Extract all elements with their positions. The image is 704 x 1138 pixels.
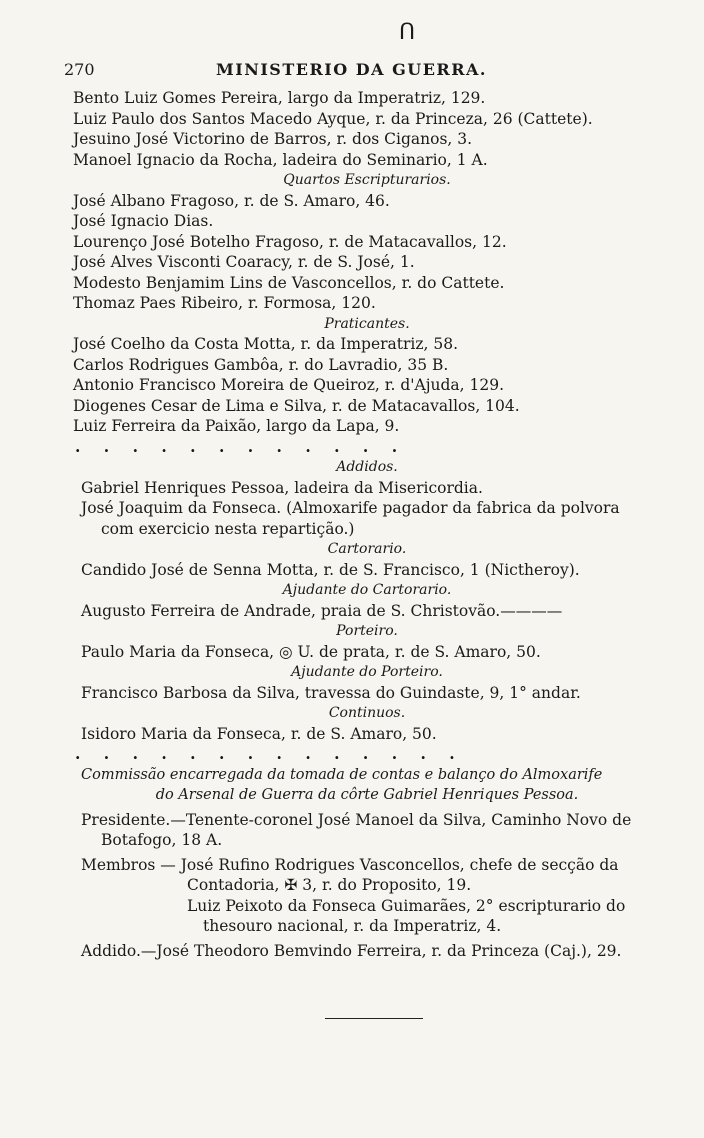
text-line: Membros — José Rufino Rodrigues Vasconcellos, chefe de secção da — [81, 855, 619, 874]
document-body — [73, 88, 661, 961]
page-title: MINISTERIO DA GUERRA. — [216, 60, 487, 79]
section-heading: Ajudante do Porteiro. — [291, 664, 443, 680]
text-line: Botafogo, 18 A. — [101, 831, 223, 849]
text-line: com exercicio nesta repartição.) — [101, 519, 355, 538]
text-line: Candido José de Senna Motta, r. de S. Francisco, 1 (Nictheroy). — [81, 560, 580, 579]
commission-title: Commissão encarregada da tomada de contas e balanço do Almoxarife — [81, 766, 603, 783]
dotted-separator: . . . . . . . . . . . . . . — [75, 744, 464, 763]
text-line: Gabriel Henriques Pessoa, ladeira da Misericordia. — [81, 478, 483, 497]
text-line: Isidoro Maria da Fonseca, r. de S. Amaro, 50. — [81, 724, 437, 743]
text-line: Bento Luiz Gomes Pereira, largo da Imperatriz, 129. — [73, 89, 486, 107]
text-line: José Alves Visconti Coaracy, r. de S. José, 1. — [73, 253, 415, 271]
page-header — [64, 60, 504, 84]
text-line: Luiz Peixoto da Fonseca Guimarães, 2° escripturario do — [187, 896, 626, 915]
dotted-separator: . . . . . . . . . . . . — [75, 436, 407, 456]
text-line: José Albano Fragoso, r. de S. Amaro, 46. — [73, 191, 390, 210]
text-line: Francisco Barbosa da Silva, travessa do Guindaste, 9, 1° andar. — [81, 683, 581, 702]
section-heading: Quartos Escripturarios. — [283, 172, 451, 188]
text-line: Luiz Paulo dos Santos Macedo Ayque, r. da Princeza, 26 (Cattete). — [73, 109, 593, 128]
section-heading: Cartorario. — [327, 541, 407, 557]
section-heading: Ajudante do Cartorario. — [282, 582, 452, 598]
text-line: Diogenes Cesar de Lima e Silva, r. de Matacavallos, 104. — [73, 396, 520, 415]
section-heading: Addidos. — [336, 459, 398, 475]
text-line: thesouro nacional, r. da Imperatriz, 4. — [203, 917, 502, 935]
text-line: Presidente.—Tenente-coronel José Manoel da Silva, Caminho Novo de — [81, 810, 632, 829]
section-heading: Praticantes. — [324, 315, 410, 332]
text-line: José Coelho da Costa Motta, r. da Imperatriz, 58. — [73, 335, 459, 353]
page-number: 270 — [64, 60, 95, 79]
text-line: Modesto Benjamim Lins de Vasconcellos, r. do Cattete. — [73, 273, 505, 292]
text-line: Antonio Francisco Moreira de Queiroz, r. d'Ajuda, 129. — [73, 376, 505, 394]
text-line: Manoel Ignacio da Rocha, ladeira do Seminario, 1 A. — [73, 150, 488, 169]
text-line: Paulo Maria da Fonseca, ◎ U. de prata, r. de S. Amaro, 50. — [81, 642, 541, 661]
text-line: Carlos Rodrigues Gambôa, r. do Lavradio, 35 B. — [73, 355, 449, 374]
section-heading: Continuos. — [328, 705, 406, 721]
text-line: José Ignacio Dias. — [73, 212, 214, 230]
text-line: Contadoria, ✠ 3, r. do Proposito, 19. — [187, 876, 472, 894]
text-line: Lourenço José Botelho Fragoso, r. de Matacavallos, 12. — [73, 232, 507, 251]
text-line: Jesuino José Victorino de Barros, r. dos Ciganos, 3. — [73, 130, 473, 148]
text-line: Luiz Ferreira da Paixão, largo da Lapa, 9. — [73, 417, 400, 435]
text-line: Thomaz Paes Ribeiro, r. Formosa, 120. — [73, 294, 376, 312]
text-line: José Joaquim da Fonseca. (Almoxarife pagador da fabrica da polvora — [81, 499, 620, 517]
end-rule — [325, 1018, 423, 1019]
text-line: Augusto Ferreira de Andrade, praia de S. Christovão.———— — [81, 601, 563, 620]
commission-title: do Arsenal de Guerra da côrte Gabriel Henriques Pessoa. — [155, 787, 579, 803]
text-line: Addido.—José Theodoro Bemvindo Ferreira, r. da Princeza (Caj.), 29. — [81, 941, 622, 960]
section-heading: Porteiro. — [336, 623, 398, 639]
top-mark: ꓵ — [399, 20, 416, 45]
